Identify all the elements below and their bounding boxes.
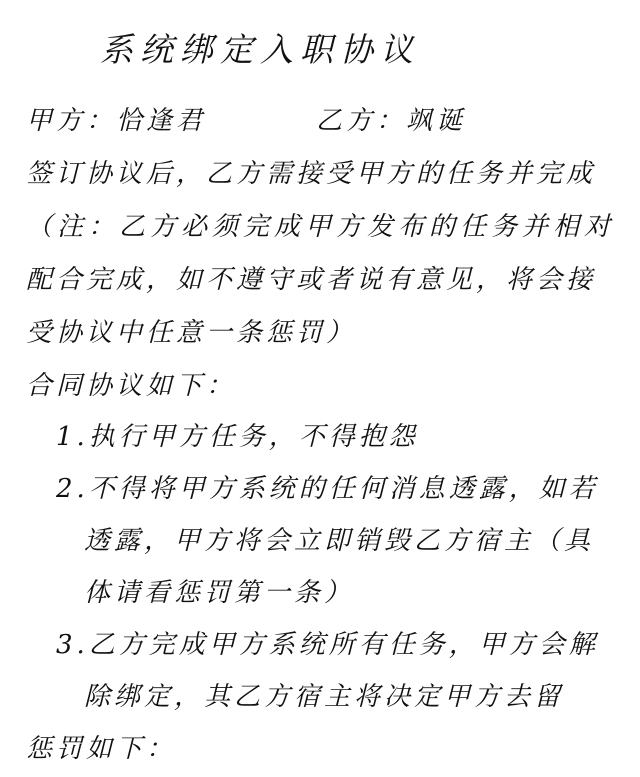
agreement-item-1: 1.执行甲方任务，不得抱怨 [56,422,419,452]
agreement-item-2-continuation: 透露，甲方将会立即销毁乙方宿主（具 [84,526,595,556]
intro-line: 受协议中任意一条惩罚） [26,318,357,348]
intro-line: 配合完成，如不遵守或者说有意见，将会接 [26,265,597,295]
agreement-item-2: 2.不得将甲方系统的任何消息透露，如若 [56,474,599,504]
penalty-heading: 惩罚如下： [26,734,177,764]
party-a: 甲方：恰逢君 [26,106,207,136]
document-title: 系统绑定入职协议 [100,30,420,69]
agreement-item-3: 3.乙方完成甲方系统所有任务，甲方会解 [56,630,599,660]
party-b: 乙方：飒诞 [316,106,467,136]
intro-line: 签订协议后，乙方需接受甲方的任务并完成 [26,159,597,189]
agreement-item-3-continuation: 除绑定，其乙方宿主将决定甲方去留 [84,682,565,712]
intro-line: （注：乙方必须完成甲方发布的任务并相对 [26,212,616,242]
contract-heading: 合同协议如下： [26,371,237,401]
agreement-item-2-continuation: 体请看惩罚第一条） [84,578,355,608]
